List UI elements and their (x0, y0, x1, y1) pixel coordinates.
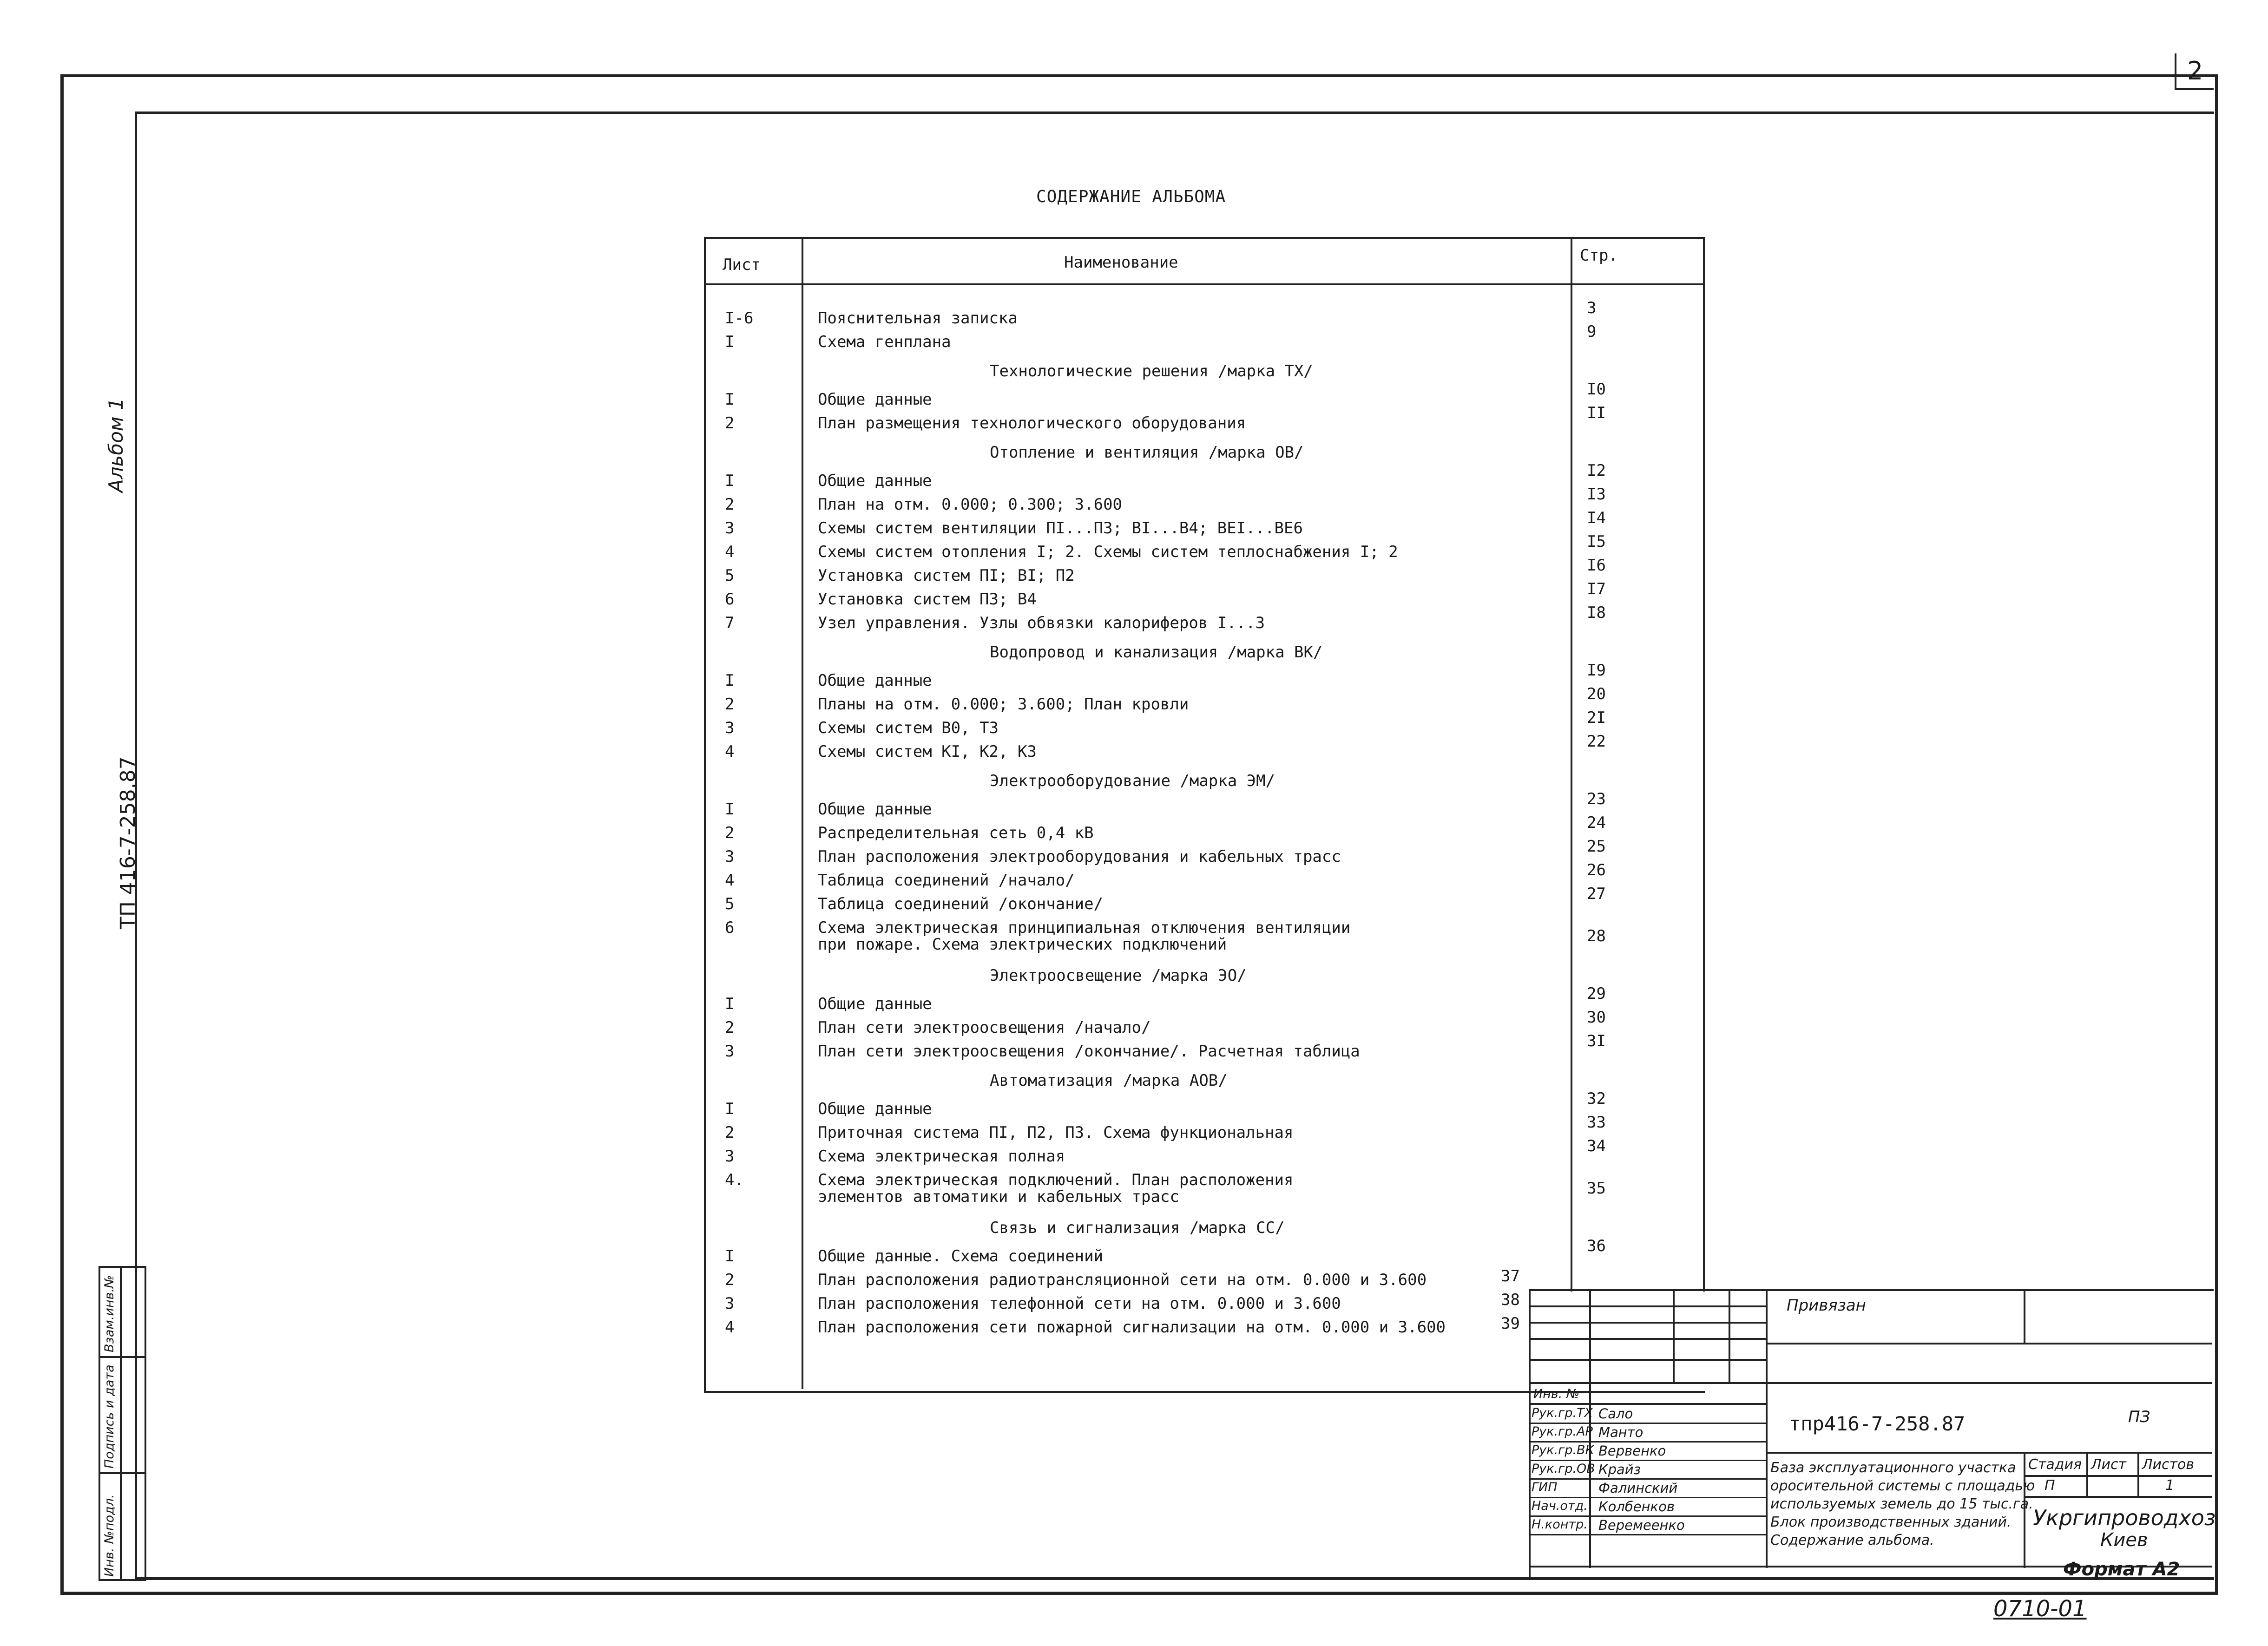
row-sheet: 2 (725, 695, 735, 714)
signature-row-divider (1529, 1478, 1766, 1480)
row-name: Установка систем ПI; ВI; П2 (818, 566, 1075, 585)
section-heading: Электрооборудование /марка ЭМ/ (990, 772, 1275, 790)
row-name: Общие данные. Схема соединений (818, 1247, 1104, 1266)
row-page: I2 (1587, 461, 1606, 480)
row-name: Общие данные (818, 1100, 932, 1118)
row-name: Схемы систем вентиляции ПI...П3; ВI...В4; ВЕI...ВЕ6 (818, 519, 1303, 538)
row-sheet: 7 (725, 614, 735, 632)
row-name: План расположения телефонной сети на отм. 0.000 и 3.600 (818, 1294, 1341, 1313)
signature-role: Рук.гр.ВК (1532, 1443, 1594, 1457)
section-heading: Связь и сигнализация /марка СС/ (990, 1219, 1285, 1237)
tb-hline-j (2024, 1496, 2212, 1498)
row-sheet: I (725, 472, 735, 490)
signature-role: Нач.отд. (1532, 1499, 1588, 1513)
row-page: 24 (1587, 813, 1606, 832)
signature-row-divider (1529, 1534, 1766, 1535)
row-name: Планы на отм. 0.000; 3.600; План кровли (818, 695, 1189, 714)
tb-vline-7 (2086, 1452, 2088, 1496)
signature-name: Крайз (1598, 1462, 1641, 1477)
row-sheet: I (725, 800, 735, 819)
row-name: План расположения сети пожарной сигнализации на отм. 0.000 и 3.600 (818, 1318, 1446, 1337)
signature-row-divider (1529, 1460, 1766, 1461)
row-page: 37 (1501, 1267, 1520, 1285)
row-page: I9 (1587, 661, 1606, 680)
description-line: Блок производственных зданий. (1770, 1514, 2012, 1530)
signature-name: Фалинский (1598, 1480, 1678, 1496)
section-heading: Электроосвещение /марка ЭО/ (990, 966, 1247, 985)
signature-role: Рук.гр.АР (1532, 1424, 1593, 1439)
row-sheet: I (725, 995, 735, 1013)
tb-vline-2 (1673, 1289, 1675, 1382)
row-page: 30 (1587, 1008, 1606, 1027)
row-sheet: 4. (725, 1171, 744, 1189)
row-sheet: 3 (725, 847, 735, 866)
row-name: Схема электрическая полная (818, 1147, 1065, 1166)
tb-vline-4 (1766, 1289, 1768, 1568)
col-header-name: Наименование (1064, 253, 1178, 272)
signature-name: Сало (1598, 1406, 1633, 1422)
tb-hline-c (1529, 1338, 1766, 1340)
signature-name: Вервенко (1598, 1443, 1666, 1459)
tb-hline-a (1529, 1305, 1766, 1307)
row-name: Схема генплана (818, 333, 951, 351)
row-page: 3I (1587, 1032, 1606, 1050)
row-page: 28 (1587, 927, 1606, 945)
row-page: 3 (1587, 299, 1597, 317)
row-name: План расположения электрооборудования и кабельных трасс (818, 847, 1341, 866)
row-sheet: I-6 (725, 309, 754, 328)
row-name: Схемы систем КI, К2, К3 (818, 742, 1037, 761)
section-heading: Отопление и вентиляция /марка ОВ/ (990, 443, 1304, 462)
row-page: I8 (1587, 603, 1606, 622)
signature-role: ГИП (1532, 1480, 1558, 1495)
row-sheet: 3 (725, 1294, 735, 1313)
sheet-number: 2 (2175, 53, 2214, 90)
row-sheet: 3 (725, 1147, 735, 1166)
row-name: Схема электрическая принципиальная отключения вентиляции (818, 918, 1351, 937)
row-name: Таблица соединений /начало/ (818, 871, 1075, 890)
row-page: II (1587, 404, 1606, 422)
page-title: СОДЕРЖАНИЕ АЛЬБОМА (1036, 187, 1226, 206)
row-page: 25 (1587, 837, 1606, 856)
signature-row-divider (1529, 1515, 1766, 1517)
row-sheet: 5 (725, 566, 735, 585)
row-name: Узел управления. Узлы обвязки калориферов I...3 (818, 614, 1265, 632)
stage-value: П (2044, 1477, 2055, 1494)
row-page: I6 (1587, 556, 1606, 575)
sheets-value: 1 (2165, 1477, 2175, 1494)
row-sheet: 2 (725, 414, 735, 433)
row-page: 38 (1501, 1291, 1520, 1309)
tb-hline-i (2024, 1475, 2212, 1477)
row-name-continued: элементов автоматики и кабельных трасс (818, 1187, 1179, 1206)
description-line: Содержание альбома. (1770, 1532, 1934, 1548)
row-name: Установка систем П3; В4 (818, 590, 1037, 609)
row-page: 29 (1587, 984, 1606, 1003)
row-sheet: 3 (725, 519, 735, 538)
strip-label-replace: Взам.инв.№ (102, 1275, 117, 1352)
row-name: Пояснительная записка (818, 309, 1018, 328)
row-page: 39 (1501, 1314, 1520, 1333)
row-sheet: 2 (725, 1018, 735, 1037)
row-name: Схемы систем В0, Т3 (818, 719, 999, 737)
stage-label: Стадия (2028, 1456, 2082, 1473)
row-sheet: 3 (725, 1042, 735, 1061)
tb-hline-d (1766, 1343, 2212, 1344)
album-label: Альбом 1 (105, 398, 127, 492)
row-sheet: 3 (725, 719, 735, 737)
row-name: Схемы систем отопления I; 2. Схемы систем теплоснабжения I; 2 (818, 543, 1398, 561)
tb-hline-e (1529, 1359, 1766, 1361)
row-name: Общие данные (818, 390, 932, 409)
row-name: Общие данные (818, 800, 932, 819)
signature-row-divider (1529, 1497, 1766, 1498)
toc-right-border (1703, 237, 1705, 1292)
description-line: оросительной системы с площадью (1770, 1478, 2035, 1494)
tb-vline-3 (1729, 1289, 1730, 1382)
row-page: 22 (1587, 732, 1606, 751)
row-page: 9 (1587, 322, 1597, 341)
row-name: План сети электроосвещения /начало/ (818, 1018, 1151, 1037)
row-sheet: 2 (725, 495, 735, 514)
row-name: План расположения радиотрансляционной сети на отм. 0.000 и 3.600 (818, 1271, 1427, 1289)
description-line: База эксплуатационного участка (1770, 1460, 2016, 1476)
signature-role: Рук.гр.ОВ (1532, 1462, 1595, 1476)
tb-hline-f (1529, 1382, 2212, 1384)
toc-col-divider-2 (1571, 237, 1572, 1292)
row-sheet: 5 (725, 895, 735, 913)
row-name: Схема электрическая подключений. План расположения (818, 1171, 1294, 1189)
row-page: 27 (1587, 885, 1606, 903)
row-sheet: 4 (725, 1318, 735, 1337)
tb-hline-h (1766, 1452, 2212, 1454)
row-sheet: I (725, 1247, 735, 1266)
row-name: План сети электроосвещения /окончание/. Расчетная таблица (818, 1042, 1360, 1061)
row-page: 2I (1587, 708, 1606, 727)
signature-name: Колбенков (1598, 1499, 1675, 1515)
inv-no-label: Инв. № (1533, 1387, 1580, 1401)
signature-name: Манто (1598, 1424, 1643, 1440)
city: Киев (2100, 1529, 2148, 1551)
toc-col-divider-1 (802, 237, 803, 1389)
row-page: I3 (1587, 485, 1606, 504)
sheet-label: Лист (2091, 1456, 2127, 1473)
row-name: План размещения технологического оборудования (818, 414, 1246, 433)
description (1770, 1459, 2035, 1549)
left-approval-strip (99, 1266, 146, 1581)
row-name: Таблица соединений /окончание/ (818, 895, 1104, 913)
doc-mark: ПЗ (2128, 1408, 2150, 1426)
row-sheet: I (725, 390, 735, 409)
section-heading: Водопровод и канализация /марка ВК/ (990, 643, 1323, 662)
row-page: 32 (1587, 1089, 1606, 1108)
tb-vline-8 (2137, 1452, 2139, 1496)
row-page: I5 (1587, 532, 1606, 551)
row-page: 36 (1587, 1237, 1606, 1255)
sheets-label: Листов (2142, 1456, 2195, 1473)
row-name: Общие данные (818, 671, 932, 690)
signature-name: Веремеенко (1598, 1517, 1685, 1533)
section-heading: Автоматизация /марка АОВ/ (990, 1071, 1228, 1090)
bottom-code: 0710-01 (1993, 1596, 2087, 1622)
row-page: 23 (1587, 790, 1606, 808)
strip-label-sign: Подпись и дата (102, 1364, 117, 1469)
row-page: I7 (1587, 580, 1606, 598)
project-code-side: ТП 416-7-258.87 (116, 756, 140, 929)
row-name: План на отм. 0.000; 0.300; 3.600 (818, 495, 1123, 514)
row-name: Приточная система ПI, П2, П3. Схема функциональная (818, 1123, 1294, 1142)
row-page: I0 (1587, 380, 1606, 399)
row-sheet: 4 (725, 742, 735, 761)
row-page: 26 (1587, 861, 1606, 879)
tb-hline-b (1529, 1322, 1766, 1324)
row-sheet: 4 (725, 871, 735, 890)
col-header-sheet: Лист (723, 256, 761, 274)
signature-role: Н.контр. (1532, 1517, 1588, 1532)
row-page: 35 (1587, 1179, 1606, 1198)
toc-header-divider (704, 283, 1703, 285)
row-sheet: I (725, 671, 735, 690)
format-label: Формат А2 (2063, 1559, 2180, 1580)
col-header-page: Стр. (1580, 246, 1618, 265)
strip-label-inv: Инв. №подл. (102, 1494, 117, 1577)
signature-row-divider (1529, 1441, 1766, 1443)
privyazan-label: Привязан (1787, 1296, 1866, 1315)
row-name-continued: при пожаре. Схема электрических подключений (818, 935, 1227, 954)
tb-vline-5 (2024, 1289, 2025, 1343)
row-sheet: 2 (725, 1271, 735, 1289)
tb-hline-g (1529, 1403, 1766, 1405)
row-name: Общие данные (818, 472, 932, 490)
row-sheet: I (725, 333, 735, 351)
signature-row-divider (1529, 1423, 1766, 1424)
row-page: 20 (1587, 685, 1606, 703)
row-sheet: 2 (725, 1123, 735, 1142)
row-page: I4 (1587, 509, 1606, 527)
signature-role: Рук.гр.ТХ (1532, 1406, 1593, 1420)
row-name: Распределительная сеть 0,4 кВ (818, 824, 1094, 842)
row-name: Общие данные (818, 995, 932, 1013)
row-sheet: 2 (725, 824, 735, 842)
section-heading: Технологические решения /марка ТХ/ (990, 362, 1313, 380)
row-sheet: 4 (725, 543, 735, 561)
organization: Укргипроводхоз (2033, 1505, 2216, 1530)
designation: тпр416-7-258.87 (1789, 1412, 1966, 1435)
row-sheet: I (725, 1100, 735, 1118)
row-page: 33 (1587, 1113, 1606, 1132)
description-line: используемых земель до 15 тыс.га. (1770, 1496, 2033, 1512)
row-page: 34 (1587, 1137, 1606, 1155)
row-sheet: 6 (725, 918, 735, 937)
row-sheet: 6 (725, 590, 735, 609)
